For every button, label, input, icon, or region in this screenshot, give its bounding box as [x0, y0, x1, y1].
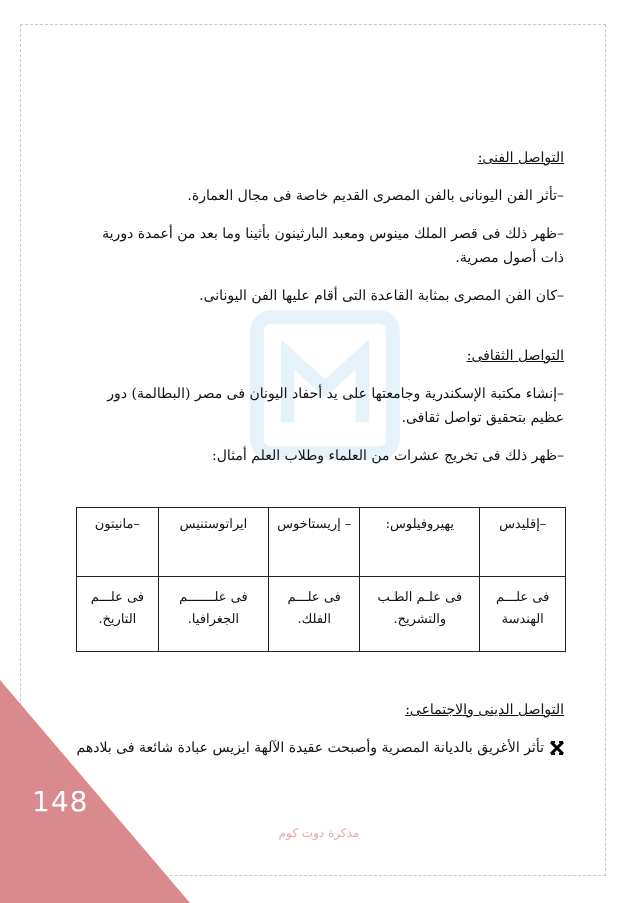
art-heading: التواصل الفنى:: [477, 150, 564, 166]
scholar-field: فى علـــم الفلك.: [269, 577, 360, 652]
art-paragraph-1: –تأثر الفن اليونانى بالفن المصرى القديم خاصة فى مجال العمارة.: [187, 188, 564, 204]
scholars-table: [76, 507, 566, 652]
scholar-field: فى علـــم التاريخ.: [77, 577, 159, 652]
art-paragraph-3: –كان الفن المصرى بمثابة القاعدة التى أقام عليها الفن اليونانى.: [199, 288, 564, 304]
culture-paragraph-1: –إنشاء مكتبة الإسكندرية وجامعتها على يد أحفاد اليونان فى مصر (البطالمة) دور عظيم بتحقيق تواصل ثقافى.: [107, 386, 564, 426]
culture-paragraph-2: –ظهر ذلك فى تخريج عشرات من العلماء وطلاب العلم أمثال:: [212, 448, 564, 464]
scholar-name: – إريستاخوس: [269, 508, 360, 577]
religion-text: تأثر الأغريق بالديانة المصرية وأصبحت عقيدة الآلهة ايزيس عبادة شائعة فى بلادهم: [76, 740, 544, 756]
main-content: [76, 146, 564, 468]
corner-triangle: [0, 680, 190, 903]
scholar-field: فى علـــــــم الجغرافيا.: [158, 577, 268, 652]
table-row: [77, 577, 566, 652]
x-bullet-icon: [550, 741, 564, 755]
scholar-field: فى علـــم الهندسة: [480, 577, 566, 652]
religion-heading: التواصل الدينى والاجتماعى:: [405, 702, 564, 718]
scholar-field: فى علـم الطـب والتشريح.: [360, 577, 480, 652]
culture-heading: التواصل الثقافى:: [466, 348, 564, 364]
scholar-name: يهيروفيلوس:: [360, 508, 480, 577]
scholar-name: ايراتوستنيس: [158, 508, 268, 577]
page-number: 148: [32, 785, 89, 818]
footer-brand: مذكرة دوت كوم: [278, 826, 360, 840]
scholar-name: –مانيتون: [77, 508, 159, 577]
table-row: [77, 508, 566, 577]
scholar-name: –إقليدس: [480, 508, 566, 577]
art-paragraph-2: –ظهر ذلك فى قصر الملك مينوس ومعبد البارثينون بأثينا وما بعد من أعمدة دورية ذات أصول مصرية.: [102, 226, 564, 266]
